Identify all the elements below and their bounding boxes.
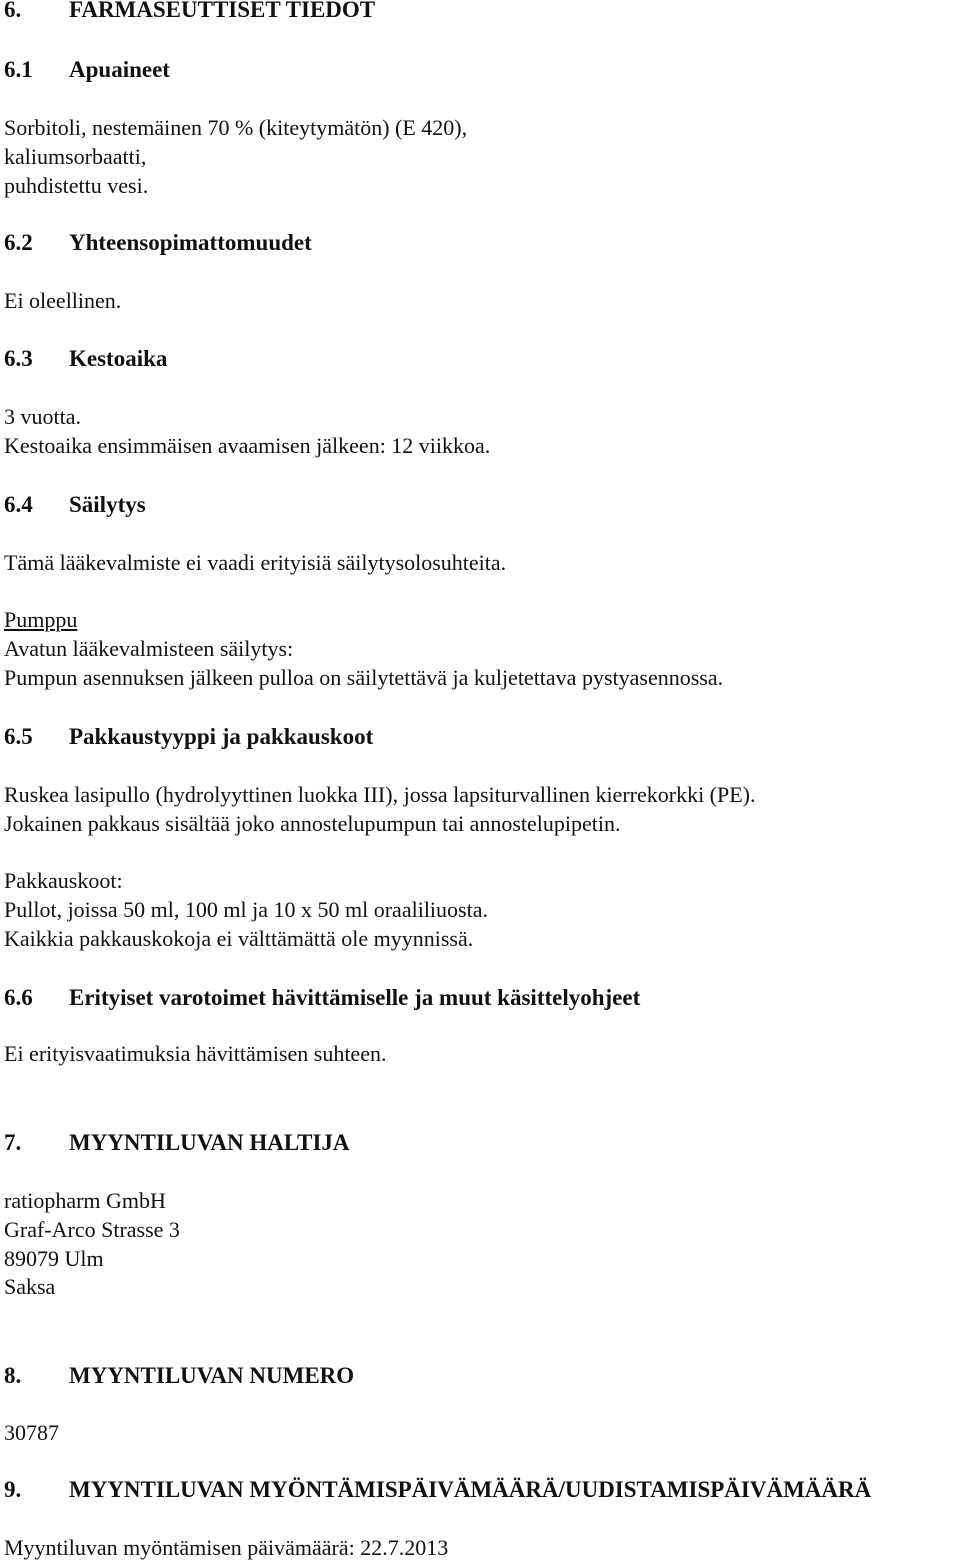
text-line: Ei oleellinen. [4,288,122,313]
section-title: MYYNTILUVAN NUMERO [69,1363,355,1388]
section-title: Yhteensopimattomuudet [69,230,312,255]
section-title: MYYNTILUVAN MYÖNTÄMISPÄIVÄMÄÄRÄ/UUDISTAMISPÄIVÄMÄÄRÄ [69,1477,872,1502]
section-6-heading [4,0,375,24]
text-line: Graf-Arco Strasse 3 [4,1217,180,1242]
text-line: 3 vuotta. [4,404,81,429]
text-line: 30787 [4,1420,59,1445]
text-line: Ruskea lasipullo (hydrolyyttinen luokka III), jossa lapsiturvallinen kierrekorkki (PE). [4,782,756,807]
text-line: Sorbitoli, nestemäinen 70 % (kiteytymätön) (E 420), [4,115,468,140]
section-number: 6.2 [4,230,33,255]
section-title: Erityiset varotoimet hävittämiselle ja muut käsittelyohjeet [69,985,641,1010]
section-8-heading [4,1362,354,1390]
section-number: 9. [4,1477,22,1502]
section-title: FARMASEUTTISET TIEDOT [69,0,376,22]
section-number: 6.5 [4,724,33,749]
section-6-4-heading [4,491,146,519]
section-6-5-heading [4,723,373,751]
text-line: Myyntiluvan myöntämisen päivämäärä: 22.7.2013 [4,1535,449,1560]
text-line: Pumpun asennuksen jälkeen pulloa on säilytettävä ja kuljetettava pystyasennossa. [4,665,724,690]
section-number: 6.6 [4,985,33,1010]
section-number: 6.3 [4,346,33,371]
section-6-6-heading [4,984,640,1012]
section-7-heading [4,1129,350,1157]
text-line: kaliumsorbaatti, [4,144,147,169]
text-line: Avatun lääkevalmisteen säilytys: [4,636,294,661]
text-line: Tämä lääkevalmiste ei vaadi erityisiä säilytysolosuhteita. [4,550,507,575]
section-title: Apuaineet [69,57,170,82]
text-line: puhdistettu vesi. [4,173,149,198]
section-9-heading [4,1476,871,1504]
text-line: Jokainen pakkaus sisältää joko annostelupumpun tai annostelupipetin. [4,811,621,836]
text-line: 89079 Ulm [4,1246,104,1271]
text-line: Kaikkia pakkauskokoja ei välttämättä ole myynnissä. [4,926,474,951]
section-6-1-heading [4,56,170,84]
text-line: Ei erityisvaatimuksia hävittämisen suhteen. [4,1041,387,1066]
subheading-pump: Pumppu [4,607,78,632]
section-6-2-heading [4,229,312,257]
text-line: Pullot, joissa 50 ml, 100 ml ja 10 x 50 ml oraaliliuosta. [4,897,488,922]
section-title: Pakkaustyyppi ja pakkauskoot [69,724,374,749]
section-number: 6.4 [4,492,33,517]
section-6-3-heading [4,345,167,373]
section-title: MYYNTILUVAN HALTIJA [69,1130,350,1155]
section-number: 8. [4,1363,22,1388]
section-number: 7. [4,1130,22,1155]
section-number: 6.1 [4,57,33,82]
section-number: 6. [4,0,22,22]
text-line: Saksa [4,1274,56,1299]
text-line: Pakkauskoot: [4,868,123,893]
section-title: Kestoaika [69,346,168,371]
text-line: ratiopharm GmbH [4,1188,166,1213]
text-line: Kestoaika ensimmäisen avaamisen jälkeen: 12 viikkoa. [4,433,491,458]
section-title: Säilytys [69,492,146,517]
